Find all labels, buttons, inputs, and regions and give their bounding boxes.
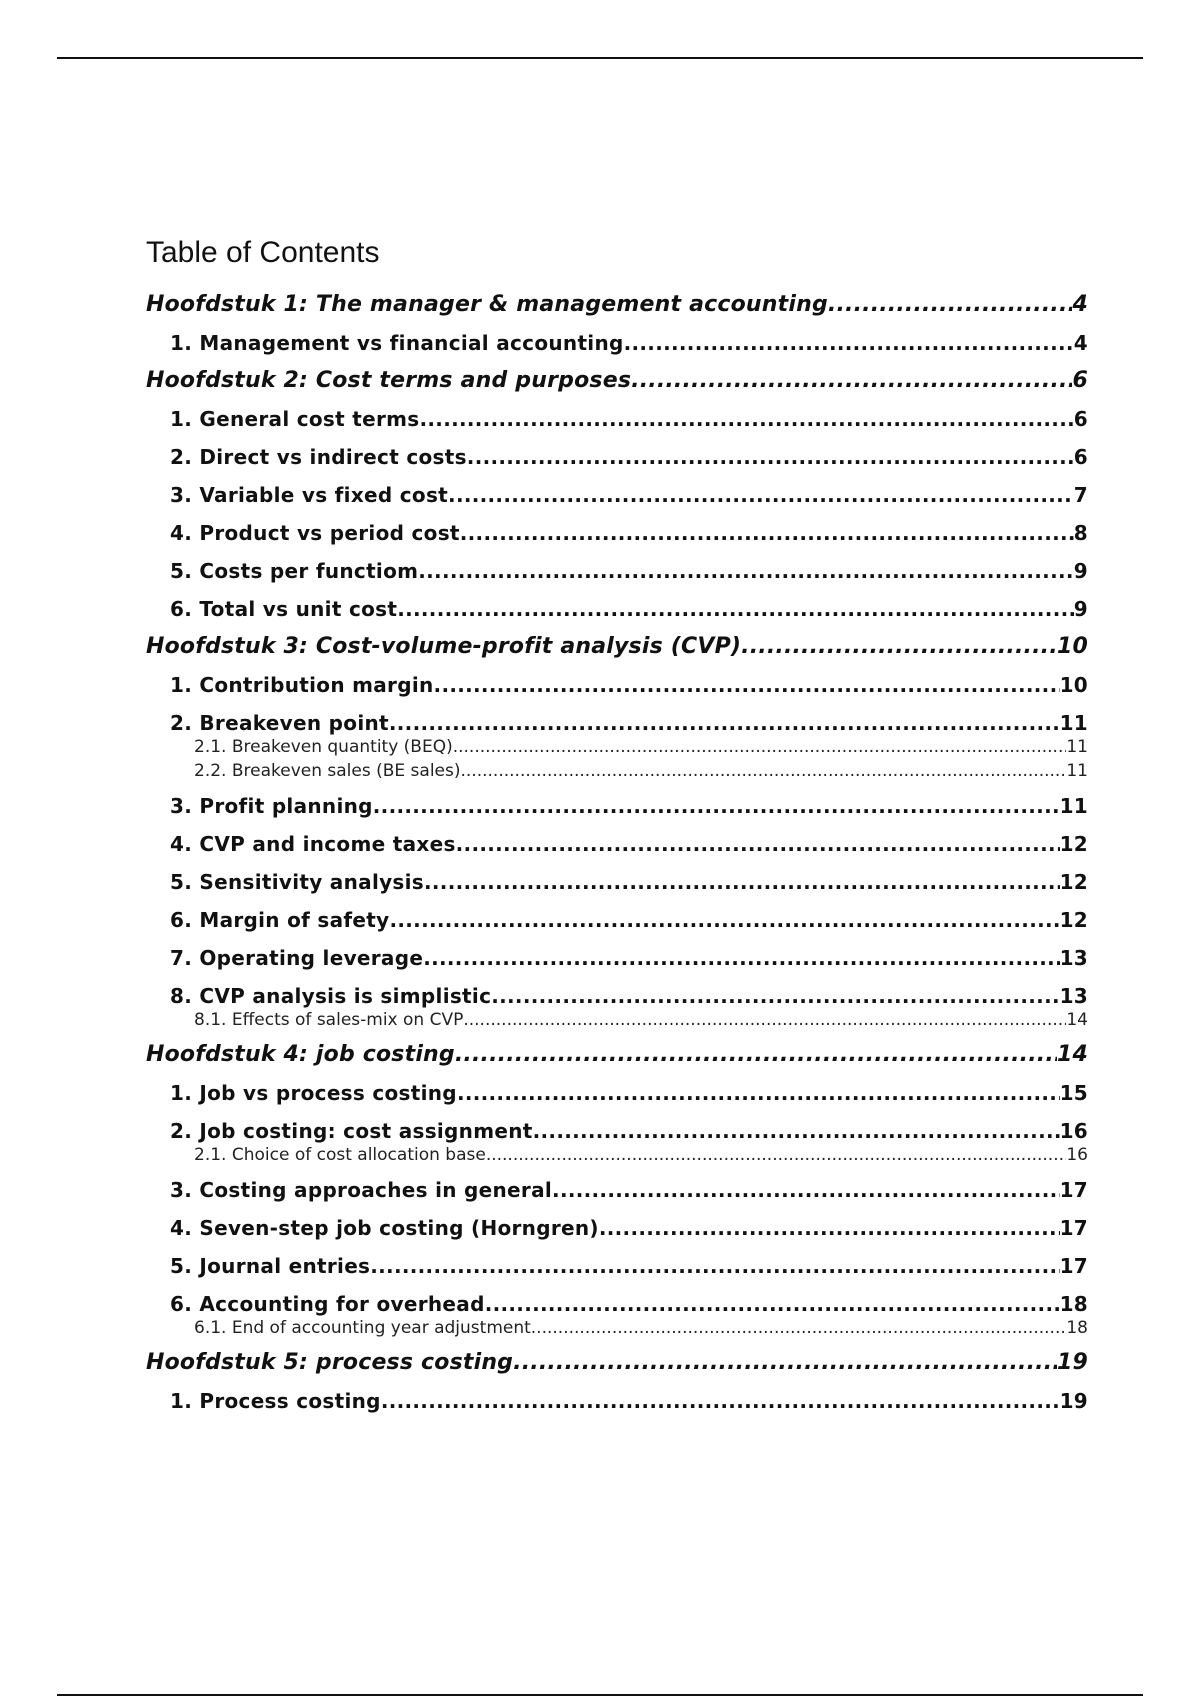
toc-dot-leader: [460, 521, 1074, 545]
toc-dot-leader: [455, 1042, 1057, 1068]
toc-section-entry[interactable]: [146, 590, 1088, 628]
toc-entry-label: Hoofdstuk 5: process costing: [146, 1350, 514, 1375]
toc-entry-page-number: 18: [1059, 1292, 1088, 1316]
toc-entry-page-number: 9: [1073, 597, 1088, 621]
toc-section-entry[interactable]: [146, 977, 1088, 1008]
toc-entry-label: 5. Journal entries: [170, 1254, 371, 1278]
toc-entry-label: 8. CVP analysis is simplistic: [170, 984, 492, 1008]
toc-dot-leader: [513, 1350, 1057, 1376]
toc-entry-page-number: 17: [1059, 1254, 1088, 1278]
toc-entry-page-number: 6: [1072, 368, 1088, 393]
toc-section-entry[interactable]: [146, 1382, 1088, 1420]
toc-entry-page-number: 11: [1059, 794, 1088, 818]
toc-dot-leader: [453, 735, 1067, 759]
toc-entry-page-number: 17: [1059, 1178, 1088, 1202]
footer-rule: [57, 1694, 1143, 1696]
toc-dot-leader: [463, 1008, 1066, 1032]
toc-entry-page-number: 8: [1073, 521, 1088, 545]
toc-section-entry[interactable]: [146, 1112, 1088, 1143]
toc-entry-label: 5. Costs per functiom: [170, 559, 419, 583]
toc-entry-label: 1. Contribution margin: [170, 673, 434, 697]
toc-dot-leader: [381, 1389, 1060, 1413]
table-of-contents: [146, 230, 1088, 1420]
toc-dot-leader: [420, 407, 1074, 431]
toc-entry-label: 5. Sensitivity analysis: [170, 870, 424, 894]
toc-dot-leader: [448, 483, 1074, 507]
toc-entry-page-number: 6: [1073, 445, 1088, 469]
toc-entry-page-number: 14: [1056, 1042, 1088, 1067]
toc-chapter-entry[interactable]: [146, 362, 1088, 400]
toc-dot-leader: [624, 331, 1074, 355]
toc-dot-leader: [631, 368, 1072, 394]
toc-entry-page-number: 10: [1059, 673, 1088, 697]
toc-dot-leader: [397, 597, 1074, 621]
toc-entry-page-number: 12: [1059, 870, 1088, 894]
toc-section-entry[interactable]: [146, 552, 1088, 590]
toc-dot-leader: [741, 634, 1057, 660]
toc-sub-entry[interactable]: [146, 735, 1088, 759]
toc-sub-entry[interactable]: [146, 759, 1088, 783]
toc-chapter-entry[interactable]: [146, 628, 1088, 666]
toc-dot-leader: [467, 445, 1074, 469]
toc-entry-page-number: 19: [1056, 1350, 1088, 1375]
toc-entry-label: 6.1. End of accounting year adjustment: [194, 1318, 531, 1338]
toc-dot-leader: [424, 870, 1060, 894]
toc-entry-label: 1. Job vs process costing: [170, 1081, 457, 1105]
toc-section-entry[interactable]: [146, 514, 1088, 552]
toc-entry-page-number: 18: [1066, 1318, 1088, 1338]
toc-entry-page-number: 16: [1059, 1119, 1088, 1143]
toc-dot-leader: [599, 1216, 1060, 1240]
toc-sub-entry[interactable]: [146, 1143, 1088, 1167]
toc-section-entry[interactable]: [146, 1171, 1088, 1209]
toc-entry-page-number: 15: [1059, 1081, 1088, 1105]
toc-entry-page-number: 17: [1059, 1216, 1088, 1240]
toc-entry-label: Hoofdstuk 4: job costing: [146, 1042, 455, 1067]
toc-dot-leader: [552, 1178, 1060, 1202]
toc-entry-page-number: 16: [1066, 1145, 1088, 1165]
toc-section-entry[interactable]: [146, 1209, 1088, 1247]
toc-dot-leader: [370, 1254, 1059, 1278]
toc-entry-page-number: 6: [1073, 407, 1088, 431]
toc-section-entry[interactable]: [146, 863, 1088, 901]
toc-entry-page-number: 11: [1066, 761, 1088, 781]
toc-section-entry[interactable]: [146, 324, 1088, 362]
toc-entry-label: Hoofdstuk 1: The manager & management accounting: [146, 292, 828, 317]
toc-entry-label: 2.1. Choice of cost allocation base: [194, 1145, 486, 1165]
toc-dot-leader: [533, 1119, 1060, 1143]
toc-section-entry[interactable]: [146, 704, 1088, 735]
toc-entry-page-number: 14: [1066, 1010, 1088, 1030]
toc-title: Table of Contents: [146, 236, 380, 269]
toc-section-entry[interactable]: [146, 1074, 1088, 1112]
toc-entry-page-number: 7: [1073, 483, 1088, 507]
toc-section-entry[interactable]: [146, 438, 1088, 476]
toc-entry-label: 6. Accounting for overhead: [170, 1292, 485, 1316]
toc-entry-label: 4. Product vs period cost: [170, 521, 460, 545]
toc-entry-label: 2.1. Breakeven quantity (BEQ): [194, 737, 453, 757]
toc-entry-label: 1. Management vs financial accounting: [170, 331, 624, 355]
toc-entry-page-number: 13: [1059, 946, 1088, 970]
toc-entry-page-number: 11: [1066, 737, 1088, 757]
toc-list: [146, 286, 1088, 1420]
toc-sub-entry[interactable]: [146, 1316, 1088, 1340]
toc-section-entry[interactable]: [146, 939, 1088, 977]
toc-entry-label: 3. Variable vs fixed cost: [170, 483, 449, 507]
toc-section-entry[interactable]: [146, 400, 1088, 438]
toc-chapter-entry[interactable]: [146, 1036, 1088, 1074]
toc-dot-leader: [491, 984, 1059, 1008]
toc-entry-label: 8.1. Effects of sales-mix on CVP: [194, 1010, 464, 1030]
toc-entry-label: 2. Job costing: cost assignment: [170, 1119, 533, 1143]
toc-entry-label: 2.2. Breakeven sales (BE sales): [194, 761, 461, 781]
toc-dot-leader: [531, 1316, 1067, 1340]
toc-section-entry[interactable]: [146, 476, 1088, 514]
toc-dot-leader: [434, 673, 1060, 697]
header-rule: [57, 57, 1143, 59]
toc-entry-page-number: 4: [1073, 331, 1088, 355]
toc-entry-page-number: 12: [1059, 908, 1088, 932]
toc-dot-leader: [486, 1143, 1067, 1167]
toc-dot-leader: [389, 711, 1060, 735]
toc-section-entry[interactable]: [146, 666, 1088, 704]
toc-entry-page-number: 4: [1072, 292, 1088, 317]
toc-dot-leader: [461, 759, 1067, 783]
toc-dot-leader: [418, 559, 1074, 583]
toc-entry-label: 7. Operating leverage: [170, 946, 424, 970]
toc-chapter-entry[interactable]: [146, 1344, 1088, 1382]
toc-entry-page-number: 12: [1059, 832, 1088, 856]
toc-dot-leader: [457, 1081, 1060, 1105]
toc-section-entry[interactable]: [146, 825, 1088, 863]
toc-dot-leader: [485, 1292, 1060, 1316]
toc-sub-entry[interactable]: [146, 1008, 1088, 1032]
toc-entry-label: 6. Total vs unit cost: [170, 597, 398, 621]
toc-entry-label: 3. Costing approaches in general: [170, 1178, 553, 1202]
toc-section-entry[interactable]: [146, 901, 1088, 939]
toc-dot-leader: [456, 832, 1060, 856]
toc-dot-leader: [828, 292, 1073, 318]
toc-entry-label: 2. Direct vs indirect costs: [170, 445, 467, 469]
toc-dot-leader: [423, 946, 1059, 970]
toc-entry-label: 3. Profit planning: [170, 794, 373, 818]
toc-entry-label: 4. CVP and income taxes: [170, 832, 456, 856]
toc-section-entry[interactable]: [146, 787, 1088, 825]
toc-entry-label: 6. Margin of safety: [170, 908, 390, 932]
toc-entry-page-number: 9: [1073, 559, 1088, 583]
toc-section-entry[interactable]: [146, 1247, 1088, 1285]
toc-entry-label: Hoofdstuk 2: Cost terms and purposes: [146, 368, 632, 393]
toc-entry-label: Hoofdstuk 3: Cost-volume-profit analysis (CVP): [146, 634, 742, 659]
toc-entry-label: 1. General cost terms: [170, 407, 420, 431]
toc-section-entry[interactable]: [146, 1285, 1088, 1316]
toc-entry-page-number: 11: [1059, 711, 1088, 735]
toc-dot-leader: [389, 908, 1059, 932]
toc-entry-page-number: 13: [1059, 984, 1088, 1008]
toc-entry-label: 4. Seven-step job costing (Horngren): [170, 1216, 599, 1240]
toc-entry-label: 2. Breakeven point: [170, 711, 389, 735]
toc-dot-leader: [373, 794, 1060, 818]
toc-entry-page-number: 10: [1056, 634, 1088, 659]
toc-entry-page-number: 19: [1059, 1389, 1088, 1413]
toc-entry-label: 1. Process costing: [170, 1389, 381, 1413]
toc-chapter-entry[interactable]: [146, 286, 1088, 324]
